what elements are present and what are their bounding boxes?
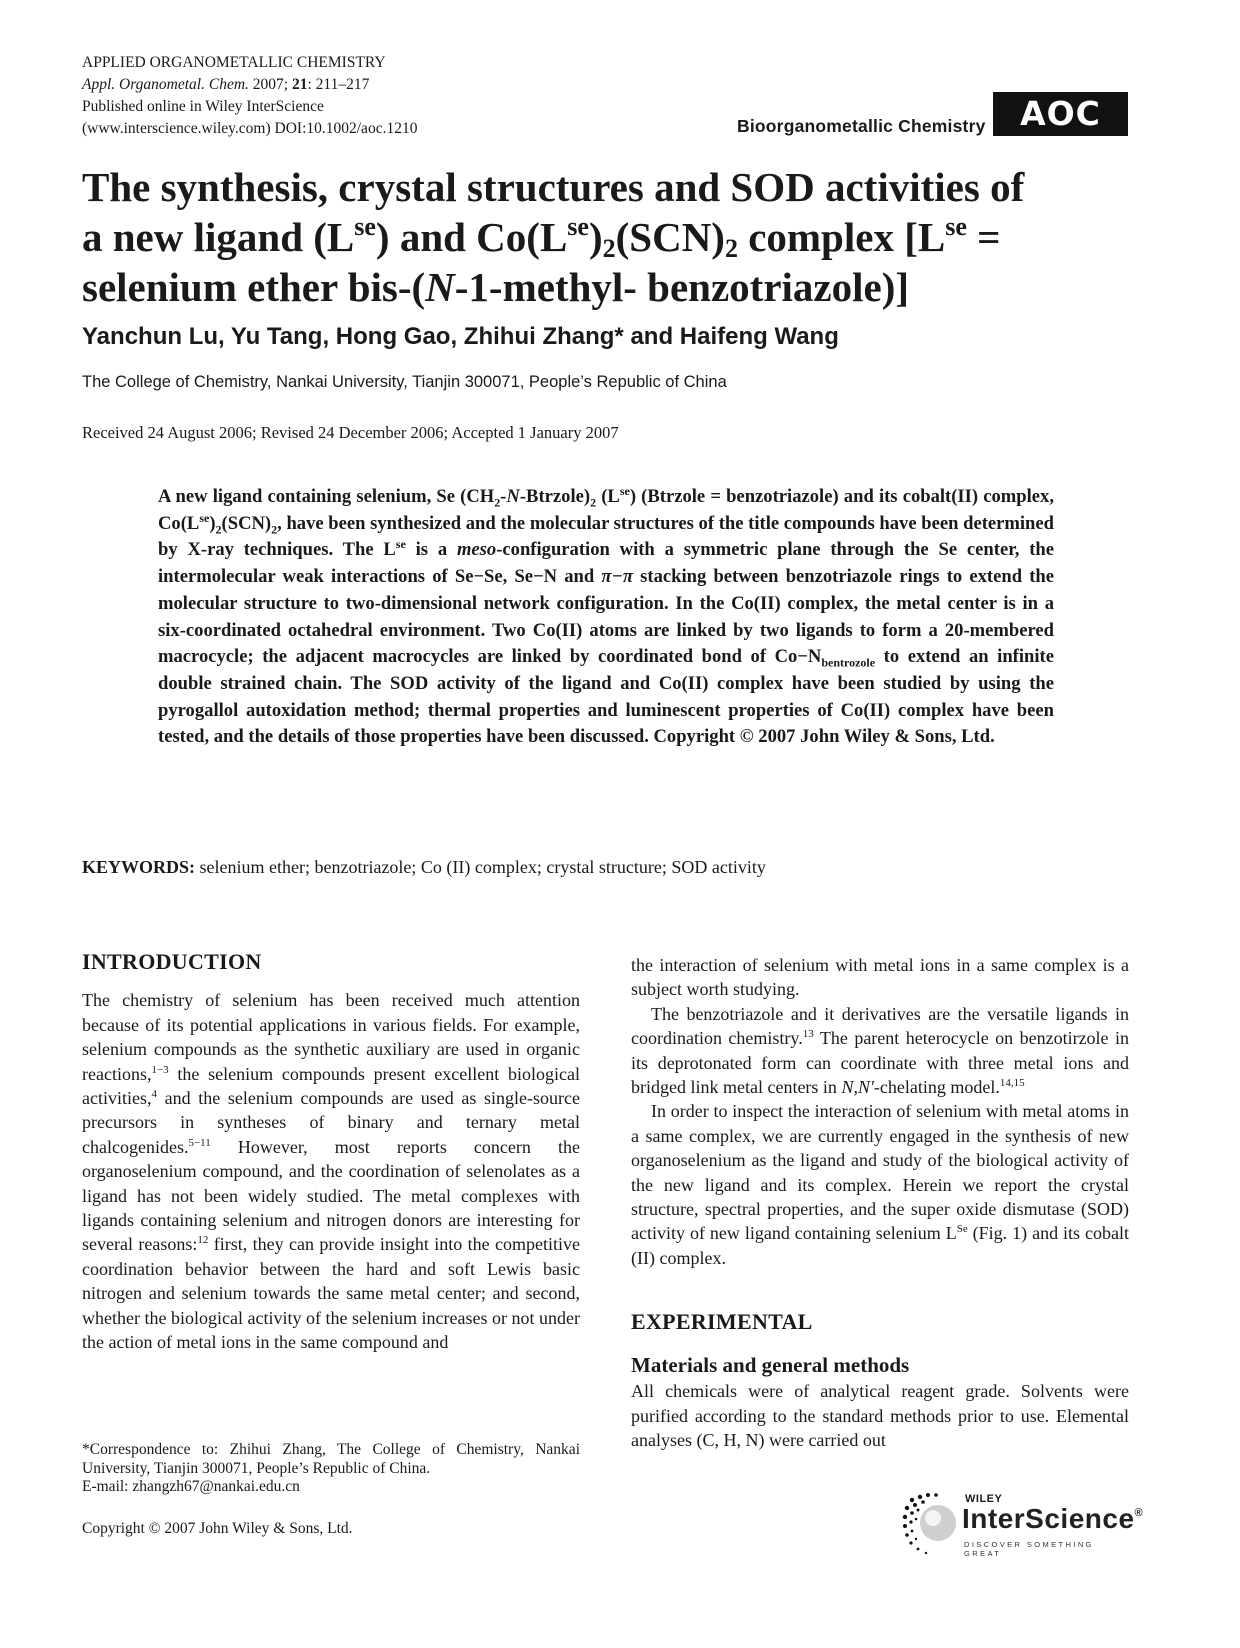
citation-volume: 21 <box>291 76 308 93</box>
paragraph-text: -chelating model. <box>873 1077 1000 1098</box>
abstract-sup: se <box>619 483 630 498</box>
experimental-heading: EXPERIMENTAL <box>631 1309 813 1335</box>
abstract-text: to extend an infinite double strained chain. The SOD activity of the ligand and Co(II) complex have been studied by using the pyrogallol autoxidation method; thermal properties and luminescent properties of Co(II) complex have been tested, and the details of those properties have been discussed. Copyright © 2007 John Wiley & Sons, Ltd. <box>158 646 1054 748</box>
abstract-sup: se <box>395 537 406 552</box>
citation-ref: 14,15 <box>999 1077 1025 1090</box>
paragraph-text: The parent heterocycle on benzotirzole in its deprotonated form can coordinate with three metal ions and bridged link metal centers in <box>631 1028 1129 1098</box>
paragraph-italic: N,N′ <box>841 1077 874 1098</box>
title-part: (SCN) <box>615 214 725 260</box>
keywords-text: selenium ether; benzotriazole; Co (II) complex; crystal structure; SOD activity <box>195 857 766 877</box>
citation-ref: 1−3 <box>151 1063 169 1076</box>
abstract-text: (L <box>596 486 620 507</box>
abstract-text: -configuration with a symmetric plane through the Se center, the intermolecular weak interactions of Se−Se, Se−N and <box>158 539 1054 588</box>
citation-ref: 13 <box>802 1028 814 1041</box>
affiliation: The College of Chemistry, Nankai University, Tianjin 300071, People’s Republic of China <box>82 373 727 391</box>
introduction-heading: INTRODUCTION <box>82 949 262 974</box>
citation-journal: Appl. Organometal. Chem. <box>82 76 249 93</box>
article-title <box>82 162 1142 312</box>
globe-icon <box>902 1490 962 1562</box>
section-label: Bioorganometallic Chemistry <box>737 116 986 136</box>
paragraph-text: The benzotriazole and it derivatives are the versatile ligands in coordination chemistry. <box>631 1003 1129 1049</box>
published-online: Published online in Wiley InterScience <box>82 98 324 115</box>
title-italic: N <box>425 264 455 310</box>
abstract-text: stacking between benzotriazole rings to extend the molecular structure to two-dimensional network configuration. In the Co(II) complex, the metal center is in a six-coordinated octahedral environment. Two Co(II) atoms are linked by two ligands to form a 20-membered macrocycle; the adjacent macrocycles are linked by coordinated bond of Co−N <box>158 566 1054 668</box>
correspondence-text: *Correspondence to: Zhihui Zhang, The College of Chemistry, Nankai University, Tianjin 300071, People’s Republic of China. <box>82 1441 580 1477</box>
title-part: ) <box>588 214 603 260</box>
abstract-sub: 2 <box>590 495 597 510</box>
paragraph-sup: Se <box>956 1223 968 1236</box>
correspondence-email: E-mail: zhangzh67@nankai.edu.cn <box>82 1478 300 1495</box>
doi-line: (www.interscience.wiley.com) DOI:10.1002/aoc.1210 <box>82 120 418 137</box>
interscience-tagline: DISCOVER SOMETHING GREAT <box>964 1540 1094 1558</box>
abstract-text: ) (Btrzole = benzotriazole) and its cobalt(II) complex, Co(L <box>158 486 1054 534</box>
citation-line <box>82 74 417 96</box>
abstract-sup: se <box>199 510 210 525</box>
title-part: ) and Co(L <box>375 214 568 260</box>
abstract <box>158 484 1054 751</box>
materials-paragraph: All chemicals were of analytical reagent grade. Solvents were purified according to the standard methods prior to use. Elemental analyses (C, H, N) were carried out <box>631 1381 1129 1450</box>
title-sup: se <box>354 212 376 241</box>
interscience-name: InterScience <box>962 1503 1135 1534</box>
abstract-italic: π−π <box>601 566 633 588</box>
citation-year: 2007; <box>248 76 292 93</box>
citation-pages: : 211–217 <box>307 76 370 93</box>
abstract-sub: 2 <box>494 495 501 510</box>
abstract-sub: 2 <box>271 522 278 537</box>
keywords-label: KEYWORDS: <box>82 857 196 877</box>
abstract-text: , have been synthesized and the molecular structures of the title compounds have been determined by X-ray techniques. The L <box>158 512 1054 561</box>
interscience-wordmark <box>962 1503 1143 1535</box>
citation-ref: 5−11 <box>188 1136 211 1149</box>
paragraph-text: the selenium compounds present excellent biological activities, <box>82 1063 580 1109</box>
paragraph-text: and the selenium compounds are used as single-source precursors in syntheses of binary and ternary metal chalcogenides. <box>82 1088 580 1157</box>
right-column <box>631 953 1129 1452</box>
left-column <box>82 950 580 1355</box>
received-dates: Received 24 August 2006; Revised 24 December 2006; Accepted 1 January 2007 <box>82 423 619 442</box>
title-sub: 2 <box>724 234 738 263</box>
abstract-text: -Btrzole) <box>519 486 591 507</box>
abstract-sub: 2 <box>215 522 222 537</box>
title-sup: se <box>567 212 589 241</box>
paragraph-text: first, they can provide insight into the competitive coordination behavior between the hard and soft Lewis basic nitrogen and selenium towards the same metal center; and second, whether the biological activity of the selenium increases or not under the action of metal ions in the same compound and <box>82 1234 581 1353</box>
title-part: -1-methyl- benzotriazole)] <box>454 264 910 310</box>
abstract-text: ) <box>209 512 216 534</box>
continued-paragraph: the interaction of selenium with metal ions in a same complex is a subject worth studying. <box>631 955 1129 1000</box>
paragraph-text: The chemistry of selenium has been received much attention because of its potential applications in various fields. For example, selenium compounds as the synthetic auxiliary are used in organic reactions, <box>82 990 580 1084</box>
abstract-italic: meso <box>456 539 497 561</box>
title-part: complex [L <box>737 214 946 260</box>
title-sub: 2 <box>602 234 616 263</box>
abstract-sub: bentrozole <box>821 655 876 670</box>
intro-paragraph <box>82 988 580 1354</box>
title-part: a new ligand (L <box>82 214 355 260</box>
benzotriazole-paragraph <box>631 1002 1129 1100</box>
authors: Yanchun Lu, Yu Tang, Hong Gao, Zhihui Zhang* and Haifeng Wang <box>82 323 839 350</box>
registered-mark: ® <box>1134 1507 1144 1519</box>
abstract-text: (SCN) <box>221 512 272 534</box>
abstract-italic: -N <box>500 486 520 507</box>
keywords <box>82 857 766 878</box>
abstract-text: is a <box>405 539 457 561</box>
materials-heading: Materials and general methods <box>631 1352 910 1377</box>
copyright-notice: Copyright © 2007 John Wiley & Sons, Ltd. <box>82 1520 353 1537</box>
title-part: selenium ether bis-( <box>82 264 426 310</box>
aim-paragraph <box>631 1099 1129 1270</box>
wiley-wordmark: WILEY <box>965 1493 1003 1505</box>
interscience-logo <box>902 1490 1144 1562</box>
journal-header <box>82 52 417 140</box>
paragraph-text: However, most reports concern the organoselenium compound, and the coordination of selenolates as a ligand has not been widely studied. The metal complexes with ligands containing selenium and nitrogen donors are interesting for several reasons: <box>82 1136 580 1255</box>
paragraph-text: In order to inspect the interaction of selenium with metal atoms in a same complex, we are currently engaged in the synthesis of new organoselenium as the ligand and study of the biological activity of the new ligand and its complex. Herein we report the crystal structure, spectral properties, and the super oxide dismutase (SOD) activity of new ligand containing selenium L <box>631 1101 1129 1244</box>
paragraph-text: (Fig. 1) and its cobalt (II) complex. <box>631 1223 1129 1268</box>
aoc-logo: AOC <box>993 92 1128 136</box>
abstract-text: A new ligand containing selenium, Se (CH <box>158 486 495 507</box>
title-sup: se <box>945 212 967 241</box>
journal-name: APPLIED ORGANOMETALLIC CHEMISTRY <box>82 54 386 71</box>
citation-ref: 4 <box>151 1088 157 1101</box>
correspondence-footnote <box>82 1441 580 1497</box>
citation-ref: 12 <box>197 1234 209 1247</box>
title-part: = <box>966 214 1001 260</box>
title-part: The synthesis, crystal structures and SOD activities of <box>82 164 1025 210</box>
